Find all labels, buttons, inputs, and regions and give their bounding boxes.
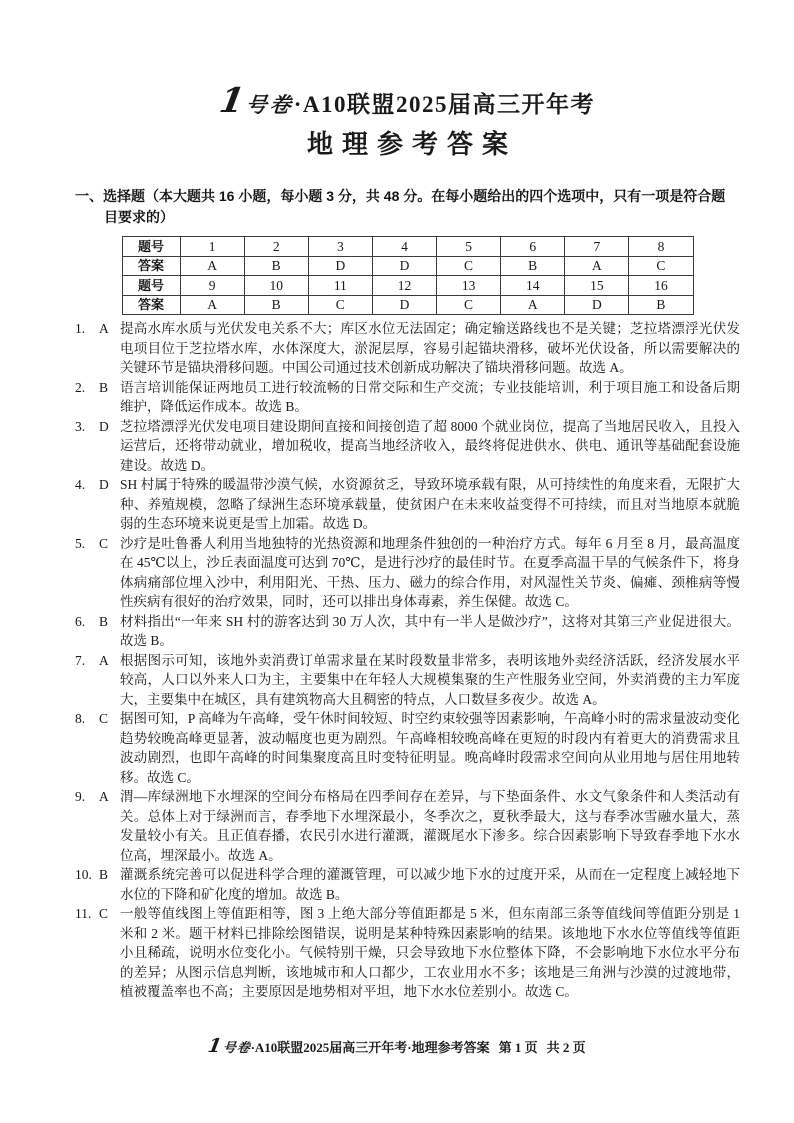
explanation-answer: C bbox=[99, 535, 109, 551]
row-header-cell: 题号 bbox=[122, 237, 180, 257]
answer-cell: D bbox=[372, 295, 436, 315]
explanation-number: 8. bbox=[75, 711, 86, 726]
footer-title: ·A10联盟2025届高三开年考·地理参考答案 bbox=[250, 1040, 490, 1055]
answer-cell: D bbox=[308, 256, 372, 276]
answer-cell: A bbox=[180, 256, 244, 276]
question-number-cell: 14 bbox=[501, 276, 565, 296]
section-heading-line1: 一、选择题（本大题共 16 小题，每小题 3 分，共 48 分。在每小题给出的四个选项中，只有一项是符合题 bbox=[75, 188, 726, 204]
explanation-item bbox=[75, 378, 740, 417]
answer-cell: A bbox=[180, 295, 244, 315]
explanation-text: 灌溉系统完善可以促进科学合理的灌溉管理，可以减少地下水的过度开采，从而在一定程度上减轻地下水位的下降和矿化度的增加。故选 B。 bbox=[120, 867, 740, 902]
explanation-item bbox=[75, 904, 740, 1002]
question-number-cell: 12 bbox=[372, 276, 436, 296]
table-row bbox=[122, 256, 693, 276]
answer-cell: D bbox=[565, 295, 629, 315]
explanation-number: 7. bbox=[75, 652, 86, 668]
section-heading-line2: 目要求的） bbox=[104, 209, 174, 225]
question-number-cell: 6 bbox=[501, 237, 565, 257]
explanation-item bbox=[75, 534, 740, 612]
table-row bbox=[122, 295, 693, 315]
explanation-text: 材料指出“一年来 SH 村的游客达到 30 万人次，其中有一半人是做沙疗”，这将对其第三产业促进很大。故选 B。 bbox=[120, 613, 740, 648]
explanation-item bbox=[75, 319, 740, 378]
footer-page-total: 共 2 页 bbox=[546, 1040, 586, 1055]
brand-numeral-icon: 1 bbox=[206, 1035, 224, 1057]
explanation-number: 10. bbox=[75, 867, 92, 882]
table-row bbox=[122, 276, 693, 296]
row-header-cell: 答案 bbox=[122, 256, 180, 276]
explanation-text: 语言培训能保证两地员工进行较流畅的日常交际和生产交流；专业技能培训，利于项目施工和设备后期维护，降低运作成本。故选 B。 bbox=[120, 379, 740, 414]
question-number-cell: 4 bbox=[372, 237, 436, 257]
page-content bbox=[75, 0, 740, 1002]
answer-cell: C bbox=[437, 295, 501, 315]
question-number-cell: 13 bbox=[437, 276, 501, 296]
answer-cell: B bbox=[501, 256, 565, 276]
explanation-answer: C bbox=[99, 906, 109, 921]
explanation-text: 渭—库绿洲地下水埋深的空间分布格局在四季间存在差异，与下垫面条件、水文气象条件和人类活动有关。总体上对于绿洲而言，春季地下水埋深最小，冬季次之，夏秋季最大，这与春季冰雪融水量大，蒸发量较小有关。且正值春播，农民引水进行灌溉，灌溉尾水下渗多。综合因素影响下导致春季地下水水位高，埋深最小。故选 A。 bbox=[120, 789, 740, 863]
explanation-answer: C bbox=[99, 711, 109, 726]
question-number-cell: 1 bbox=[180, 237, 244, 257]
explanation-answer: D bbox=[99, 477, 109, 492]
section-heading bbox=[75, 186, 740, 228]
explanation-answer: A bbox=[99, 789, 109, 804]
question-number-cell: 11 bbox=[308, 276, 372, 296]
explanation-item bbox=[75, 709, 740, 787]
explanation-text: SH 村属于特殊的暖温带沙漠气候，水资源贫乏，导致环境承载有限，从可持续性的角度来看，无限扩大种、养殖规模，忽略了绿洲生态环境承载量，使贫困户在未来收益变得不可持续，而且对当地原本就脆弱的生态环境来说更是雪上加霜。故选 D。 bbox=[120, 477, 740, 531]
answer-cell: A bbox=[501, 295, 565, 315]
explanation-item bbox=[75, 865, 740, 904]
row-header-cell: 答案 bbox=[122, 295, 180, 315]
explanation-item bbox=[75, 417, 740, 476]
explanation-answer: D bbox=[99, 418, 109, 434]
explanation-number: 5. bbox=[75, 535, 86, 551]
explanations-list bbox=[75, 319, 740, 1002]
answer-cell: A bbox=[565, 256, 629, 276]
explanation-item bbox=[75, 651, 740, 710]
page-header bbox=[75, 0, 740, 161]
answer-cell: B bbox=[629, 295, 693, 315]
footer-line bbox=[208, 1037, 585, 1056]
brand-numeral-icon: 1 bbox=[216, 81, 248, 121]
answer-cell: D bbox=[372, 256, 436, 276]
question-number-cell: 15 bbox=[565, 276, 629, 296]
answer-cell: C bbox=[308, 295, 372, 315]
explanation-number: 1. bbox=[75, 321, 86, 336]
answer-cell: C bbox=[437, 256, 501, 276]
explanation-number: 11. bbox=[75, 906, 92, 921]
question-number-cell: 7 bbox=[565, 237, 629, 257]
explanation-number: 6. bbox=[75, 613, 86, 629]
explanation-text: 芝拉塔漂浮光伏发电项目建设期间直接和间接创造了超 8000 个就业岗位，提高了当地居民收入，且投入运营后，还将带动就业，增加税收，提高当地经济收入，最终将促进供水、供电、通讯等基础配套设施建设。故选 D。 bbox=[120, 418, 740, 473]
explanation-item bbox=[75, 787, 740, 865]
question-number-cell: 16 bbox=[629, 276, 693, 296]
explanation-text: 一般等值线图上等值距相等，图 3 上绝大部分等值距都是 5 米，但东南部三条等值线间等值距分别是 1 米和 2 米。题干材料已排除绘图错误，说明是某种特殊因素影响的结果。该地地下水水位等值线等值距小且稀疏，说明水位变化小。气候特别干燥，只会导致地下水位整体下降，不会影响地下水位水平分布的差异；从图示信息判断，该地城市和人口都少，工农业用水不多；该地是三角洲与沙漠的过渡地带，植被覆盖率也不高；主要原因是地势相对平坦，地下水水位差别小。故选 C。 bbox=[120, 906, 740, 999]
answer-cell: B bbox=[244, 256, 308, 276]
explanation-number: 9. bbox=[75, 789, 86, 804]
explanation-answer: B bbox=[99, 613, 109, 629]
explanation-number: 2. bbox=[75, 379, 86, 395]
exam-title: ·A10联盟2025届高三开年考 bbox=[293, 92, 595, 117]
question-number-cell: 5 bbox=[437, 237, 501, 257]
explanation-number: 4. bbox=[75, 477, 86, 492]
row-header-cell: 题号 bbox=[122, 276, 180, 296]
explanation-answer: B bbox=[99, 379, 109, 395]
brand-script-label: 号卷 bbox=[221, 1041, 252, 1056]
explanation-answer: B bbox=[99, 867, 109, 882]
question-number-cell: 2 bbox=[244, 237, 308, 257]
page-subtitle: 地理参考答案 bbox=[306, 130, 517, 159]
question-number-cell: 10 bbox=[244, 276, 308, 296]
explanation-item bbox=[75, 612, 740, 651]
explanation-text: 提高水库水质与光伏发电关系不大；库区水位无法固定；确定输送路线也不是关键；芝拉塔漂浮光伏发电项目位于芝拉塔水库，水体深度大，淤泥层厚，容易引起锚块滑移，破坏光伏设备，所以需要解决的关键环节是锚块滑移问题。中国公司通过技术创新成功解决了锚块滑移问题。故选 A。 bbox=[120, 321, 740, 375]
page-title bbox=[75, 81, 740, 121]
explanation-answer: A bbox=[99, 652, 109, 668]
answer-cell: B bbox=[244, 295, 308, 315]
footer-page-number: 第 1 页 bbox=[498, 1040, 538, 1055]
explanation-text: 据图可知，P 高峰为午高峰，受午休时间较短、时空约束较强等因素影响，午高峰小时的需求量波动变化趋势较晚高峰更显著，波动幅度也更为剧烈。午高峰相较晚高峰在更短的时段内有着更大的消费需求且波动剧烈，也即午高峰的时间集聚度高且时变特征明显。晚高峰时段需求空间向从业用地与居住用地转移。故选 C。 bbox=[120, 711, 740, 785]
explanation-text: 根据图示可知，该地外卖消费订单需求量在某时段数量非常多，表明该地外卖经济活跃，经济发展水平较高，人口以外来人口为主，主要集中在年轻人大规模集聚的生产性服务业空间，外卖消费的主力军庞大，主要集中在城区，具有建筑物高大且稠密的特点，人口数昼多夜少。故选 A。 bbox=[120, 652, 740, 707]
page-footer bbox=[0, 1037, 794, 1056]
question-number-cell: 9 bbox=[180, 276, 244, 296]
answer-cell: C bbox=[629, 256, 693, 276]
table-row bbox=[122, 237, 693, 257]
question-number-cell: 3 bbox=[308, 237, 372, 257]
explanation-number: 3. bbox=[75, 418, 86, 434]
explanation-item bbox=[75, 475, 740, 534]
brand-script-label: 号卷 bbox=[244, 92, 295, 117]
explanation-text: 沙疗是吐鲁番人利用当地独特的光热资源和地理条件独创的一种治疗方式。每年 6 月至 8 月，最高温度在 45℃以上，沙丘表面温度可达到 70℃，是进行沙疗的最佳时节。在夏季高温干旱的气候条件下，将身体病痛部位埋入沙中，利用阳光、干热、压力、磁力的综合作用，对风湿性关节炎、偏瘫、颈椎病等慢性疾病有很好的治疗效果，同时，还可以排出身体毒素，养生保健。故选 C。 bbox=[120, 535, 740, 609]
explanation-answer: A bbox=[99, 321, 109, 336]
answer-table bbox=[122, 236, 694, 315]
question-number-cell: 8 bbox=[629, 237, 693, 257]
